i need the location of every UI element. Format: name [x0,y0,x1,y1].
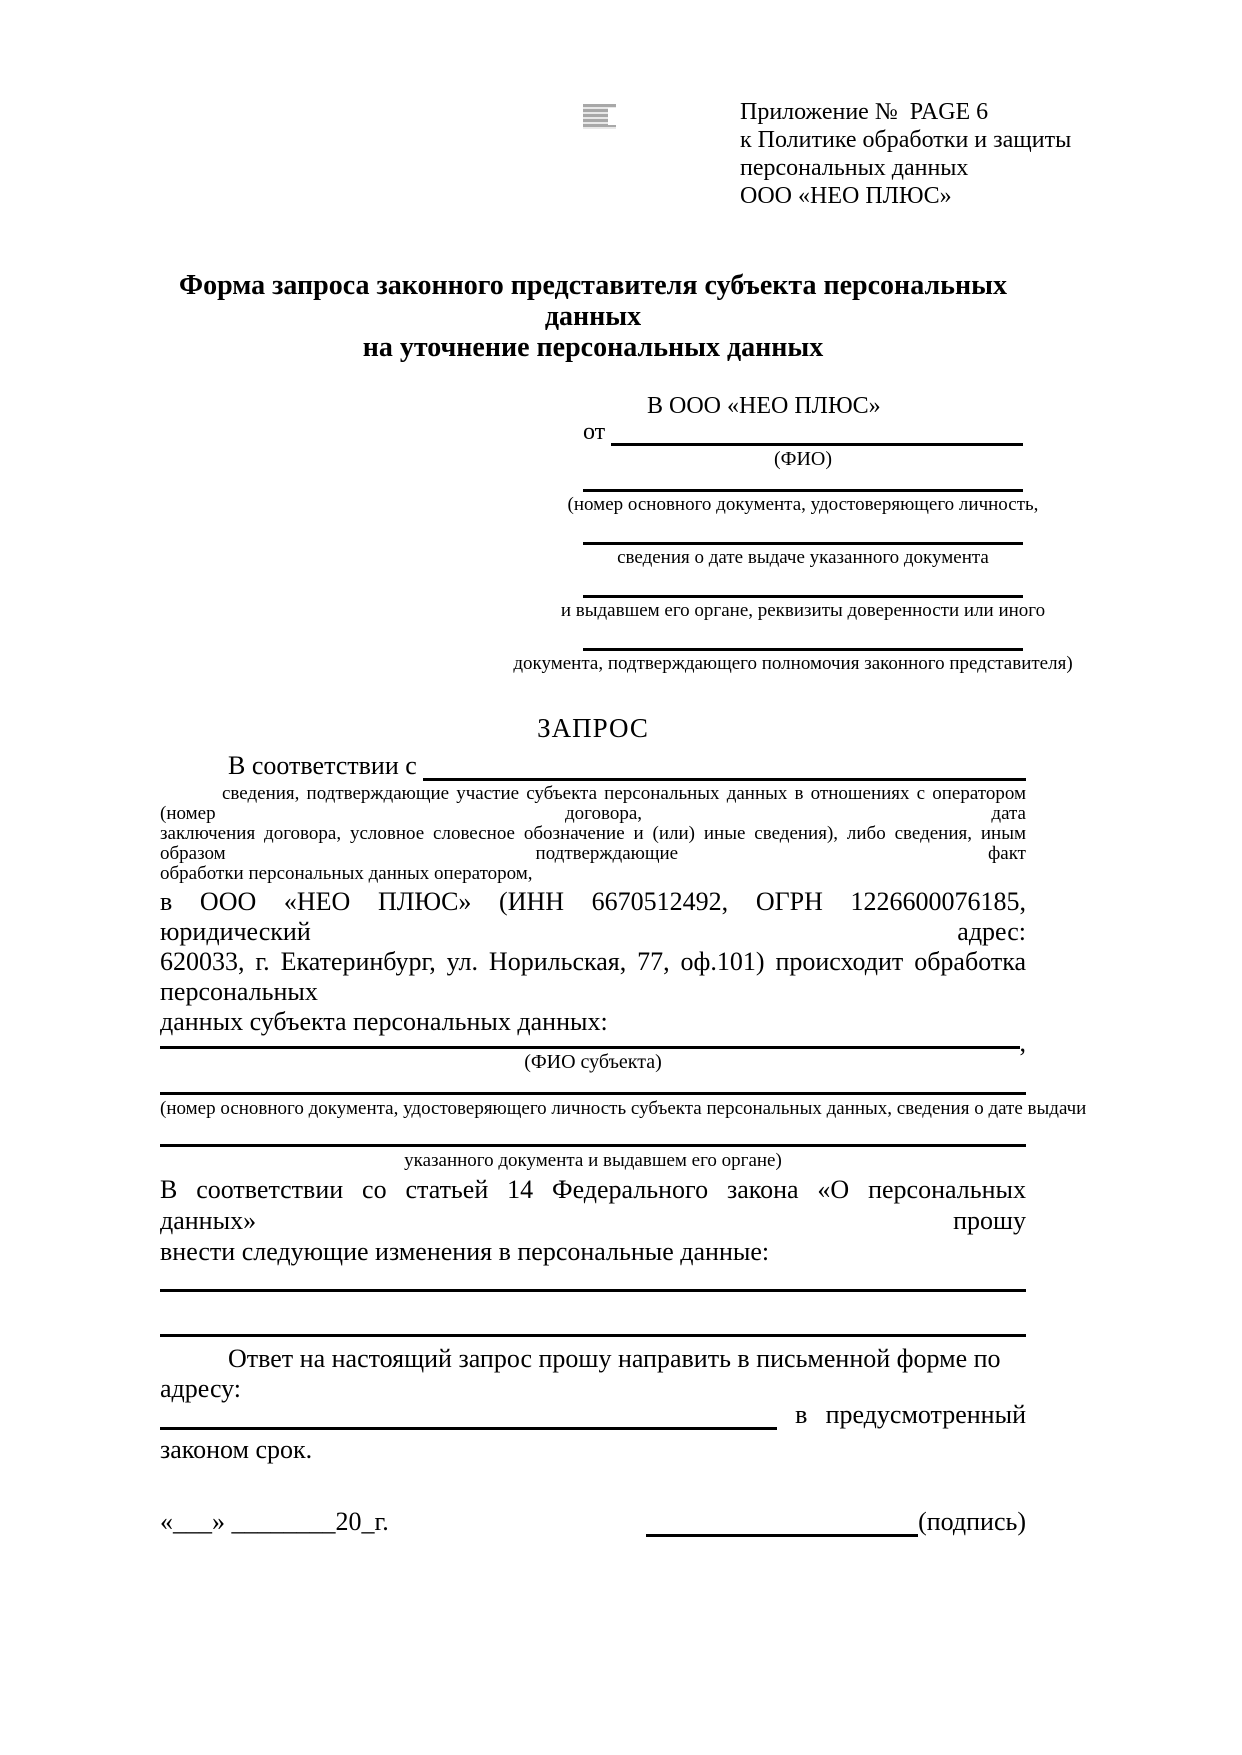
law-line-2: внести следующие изменения в персональные данные: [160,1237,770,1266]
addressee-block [513,393,1073,674]
signature-blank-line[interactable] [646,1510,918,1537]
representative-doc-blank-line-2[interactable] [583,515,1023,545]
field-shading-artifact [583,104,616,129]
representative-doc-caption-3: и выдавшем его органе, реквизиты доверенности или иного [560,600,1046,621]
contract-info-blank-line[interactable] [423,778,1026,781]
intro-label: В соответствии с [228,751,417,780]
representative-doc-caption-1: (номер основного документа, удостоверяющего личность, [567,494,1039,515]
representative-doc-caption-4: документа, подтверждающего полномочия законного представителя) [513,653,1073,674]
form-title-line-2: на уточнение персональных данных [362,332,824,363]
subject-fio-blank-line[interactable] [160,1034,1020,1049]
answer-word-2: предусмотренный [825,1400,1026,1429]
subject-fio-row [160,1028,1026,1057]
answer-intro: Ответ на настоящий запрос прошу направить в письменной форме по адресу: [160,1344,1001,1403]
from-row [583,420,1023,446]
addressee-org: В ООО «НЕО ПЛЮС» [647,393,881,419]
signature-date-placeholder[interactable]: «___» ________20_г. [160,1507,389,1536]
intro-row [160,751,1026,781]
header-org-line: ООО «НЕО ПЛЮС» [740,183,952,209]
header-appendix-line: Приложение № PAGE 6 [740,99,989,125]
representative-fio-blank-line[interactable] [611,443,1023,446]
answer-word-1: в [795,1400,808,1429]
representative-doc-blank-line-1[interactable] [583,469,1023,492]
representative-fio-caption: (ФИО) [773,448,832,470]
operator-info-paragraph [160,887,1026,1037]
header-block [740,98,1170,210]
footnote [160,784,1026,884]
changes-blank-line-2[interactable] [160,1292,1026,1337]
operator-info-line-1: в ООО «НЕО ПЛЮС» (ИНН 6670512492, ОГРН 1226600076185, юридический адрес: [160,887,1026,946]
form-title-line-1: Форма запроса законного представителя субъекта персональных данных [179,270,1007,332]
subject-doc-caption-1: (номер основного документа, удостоверяющего личность субъекта персональных данных, сведения о дате выдачи [160,1098,1087,1119]
operator-info-line-3: данных субъекта персональных данных: [160,1007,608,1036]
answer-tail: законом срок. [160,1435,313,1464]
representative-doc-blank-line-4[interactable] [583,621,1023,651]
request-section [160,713,1087,1537]
signature-right-group [646,1507,1026,1537]
footnote-line-1: сведения, подтверждающие участие субъекта персональных данных в отношениях с оператором (номер договора, дата [160,783,1026,824]
subject-fio-caption: (ФИО субъекта) [524,1051,662,1073]
signature-caption: (подпись) [918,1507,1026,1536]
subject-doc-blank-line-1[interactable] [160,1072,1026,1095]
footnote-line-3: обработки персональных данных оператором, [160,863,533,884]
signature-row [160,1507,1026,1537]
footnote-line-2: заключения договора, условное словесное обозначение и (или) иные сведения), либо сведения, иным образом подтверждающие факт [160,823,1026,864]
subject-trailing-comma: , [1019,1028,1026,1057]
form-title [160,270,1026,363]
changes-blank-line-1[interactable] [160,1267,1026,1292]
operator-info-line-2: 620033, г. Екатеринбург, ул. Норильская, 77, оф.101) происходит обработка персональных [160,947,1026,1006]
representative-doc-blank-line-3[interactable] [583,568,1023,598]
subject-doc-blank-line-2[interactable] [160,1118,1026,1147]
subject-doc-caption-2: указанного документа и выдавшем его органе) [404,1150,782,1171]
header-policy-line-2: персональных данных [740,155,969,181]
from-label: от [583,419,606,445]
representative-doc-caption-2: сведения о дате выдаче указанного документа [617,547,989,568]
answer-address-blank-line[interactable] [160,1403,777,1430]
law-line-1: В соответствии со статьей 14 Федерального закона «О персональных данных» прошу [160,1175,1026,1235]
law-paragraph [160,1174,1026,1267]
request-heading: ЗАПРОС [537,713,649,743]
header-policy-line-1: к Политике обработки и защиты [740,127,1072,153]
answer-address-row [160,1400,1026,1430]
